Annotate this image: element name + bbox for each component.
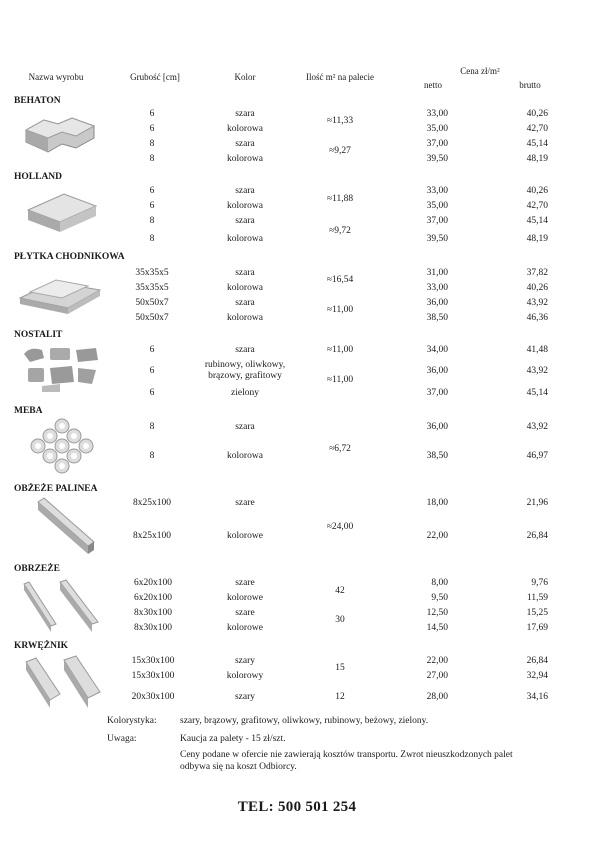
cell-netto: 28,00 (426, 692, 448, 702)
cell-brutto: 42,70 (526, 201, 548, 211)
colors-label: Kolorystyka: (107, 716, 157, 726)
cell-brutto: 15,25 (526, 608, 548, 618)
cell-brutto: 17,69 (526, 623, 548, 633)
cell-brutto: 45,14 (526, 216, 548, 226)
cell-netto: 31,00 (426, 268, 448, 278)
cell-netto: 38,50 (426, 451, 448, 461)
telephone-number: TEL: 500 501 254 (237, 799, 357, 815)
cell-brutto: 43,92 (526, 366, 548, 376)
cell-color: szare (235, 608, 255, 618)
cell-thickness: 6 (149, 124, 155, 134)
header-brutto: brutto (519, 80, 541, 90)
cell-qty: ≈6,72 (329, 444, 351, 454)
cell-brutto: 37,82 (526, 268, 548, 278)
header-name: Nazwa wyrobu (28, 72, 84, 82)
cell-netto: 22,00 (426, 531, 448, 541)
header-netto: netto (424, 80, 442, 90)
cell-thickness: 35x35x5 (135, 268, 169, 278)
cell-color: kolorowy (226, 671, 264, 681)
cell-thickness: 8 (149, 451, 155, 461)
cell-thickness: 6 (149, 388, 155, 398)
holland-paver-icon (22, 186, 102, 236)
cell-qty: 12 (335, 692, 345, 702)
cell-thickness: 6x20x100 (134, 593, 172, 603)
cell-netto: 33,00 (426, 283, 448, 293)
cell-qty: ≈11,00 (326, 305, 354, 315)
paving-slab-icon (16, 268, 104, 320)
cell-color: szara (235, 345, 255, 355)
cell-qty: ≈11,00 (326, 375, 354, 385)
cell-color: szara (235, 109, 255, 119)
cell-thickness: 6 (149, 345, 155, 355)
cell-color: kolorowe (227, 593, 263, 603)
cell-thickness: 8x30x100 (134, 623, 172, 633)
cell-qty: 42 (335, 586, 345, 596)
cell-color: kolorowa (227, 234, 263, 244)
cell-thickness: 20x30x100 (131, 692, 175, 702)
cell-brutto: 11,59 (526, 593, 548, 603)
cell-brutto: 26,84 (526, 656, 548, 666)
cell-brutto: 34,16 (526, 692, 548, 702)
product-name: OBŻEŻE PALINEA (14, 484, 98, 494)
cell-color: szary (234, 656, 256, 666)
cell-brutto: 48,19 (526, 234, 548, 244)
cell-brutto: 21,96 (526, 498, 548, 508)
note-deposit: Kaucja za palety - 15 zł/szt. (180, 734, 286, 744)
cell-qty: 30 (335, 615, 345, 625)
header-price: Cena zł/m² (460, 66, 500, 76)
note-label: Uwaga: (107, 734, 137, 744)
cell-netto: 27,00 (426, 671, 448, 681)
header-qty: Ilość m² na palecie (306, 72, 374, 82)
cell-qty: ≈11,00 (326, 345, 354, 355)
product-name: BEHATON (14, 96, 61, 106)
cell-netto: 35,00 (426, 124, 448, 134)
cell-brutto: 43,92 (526, 422, 548, 432)
product-name: OBRZEŻE (14, 564, 60, 574)
cell-qty: ≈11,88 (326, 194, 354, 204)
cell-color: szara (235, 216, 255, 226)
cell-color: szara (235, 422, 255, 432)
cell-netto: 34,00 (426, 345, 448, 355)
cell-brutto: 43,92 (526, 298, 548, 308)
cell-color: kolorowe (227, 531, 263, 541)
product-name: HOLLAND (14, 172, 63, 182)
colors-value: szary, brązowy, grafitowy, oliwkowy, rubinowy, beżowy, zielony. (180, 716, 429, 726)
cell-thickness: 8x25x100 (133, 498, 171, 508)
cell-thickness: 50x50x7 (135, 313, 169, 323)
cell-netto: 38,50 (426, 313, 448, 323)
cell-color: szare (235, 498, 255, 508)
cell-qty: 15 (335, 663, 345, 673)
cell-netto: 37,00 (426, 216, 448, 226)
cell-thickness: 35x35x5 (135, 283, 169, 293)
cell-netto: 9,50 (431, 593, 448, 603)
cell-brutto: 9,76 (531, 578, 548, 588)
header-color: Kolor (234, 72, 256, 82)
cell-thickness: 8 (149, 154, 155, 164)
cell-thickness: 8 (149, 422, 155, 432)
note-returns: odbywa się na koszt Odbiorcy. (180, 762, 297, 772)
cell-thickness: 6 (149, 366, 155, 376)
cell-brutto: 45,14 (526, 388, 548, 398)
cell-netto: 18,00 (426, 498, 448, 508)
cell-thickness: 8x25x100 (133, 531, 171, 541)
cell-netto: 12,50 (426, 608, 448, 618)
cell-thickness: 6 (149, 201, 155, 211)
cell-brutto: 40,26 (526, 109, 548, 119)
cell-thickness: 8 (149, 139, 155, 149)
cell-brutto: 26,84 (526, 531, 548, 541)
product-name: KRWĘŻNIK (14, 641, 69, 651)
cell-netto: 33,00 (426, 186, 448, 196)
cell-thickness: 15x30x100 (131, 671, 175, 681)
cell-brutto: 45,14 (526, 139, 548, 149)
cell-color: kolorowa (227, 313, 263, 323)
product-name: MEBA (14, 406, 43, 416)
cell-netto: 39,50 (426, 154, 448, 164)
cell-thickness: 6x20x100 (134, 578, 172, 588)
cell-netto: 8,00 (431, 578, 448, 588)
nostalit-cobbles-icon (20, 344, 104, 394)
cell-color: szara (235, 186, 255, 196)
product-name: NOSTALIT (14, 330, 63, 340)
cell-thickness: 50x50x7 (135, 298, 169, 308)
cell-netto: 36,00 (426, 298, 448, 308)
cell-brutto: 41,48 (526, 345, 548, 355)
cell-color: szare (235, 578, 255, 588)
cell-thickness: 8x30x100 (134, 608, 172, 618)
cell-color: kolorowa (227, 154, 263, 164)
cell-qty: ≈9,27 (329, 146, 351, 156)
cell-color: kolorowa (227, 451, 263, 461)
cell-thickness: 15x30x100 (131, 656, 175, 666)
product-name: PŁYTKA CHODNIKOWA (14, 252, 125, 262)
cell-color: szara (235, 268, 255, 278)
cell-brutto: 48,19 (526, 154, 548, 164)
cell-color: szara (235, 139, 255, 149)
meba-grass-paver-icon (24, 418, 100, 474)
palinea-curb-icon (34, 496, 98, 558)
cell-thickness: 6 (149, 186, 155, 196)
cell-netto: 39,50 (426, 234, 448, 244)
cell-brutto: 46,97 (526, 451, 548, 461)
cell-color: szary (234, 692, 256, 702)
cell-netto: 37,00 (426, 388, 448, 398)
cell-netto: 36,00 (426, 366, 448, 376)
cell-qty: ≈24,00 (326, 522, 354, 532)
cell-netto: 35,00 (426, 201, 448, 211)
cell-thickness: 8 (149, 234, 155, 244)
note-transport: Ceny podane w ofercie nie zawierają kosztów transportu. Zwrot nieuszkodzonych palet (180, 750, 513, 760)
cell-netto: 22,00 (426, 656, 448, 666)
cell-netto: 37,00 (426, 139, 448, 149)
cell-netto: 36,00 (426, 422, 448, 432)
header-thickness: Grubość [cm] (130, 72, 180, 82)
cell-brutto: 40,26 (526, 186, 548, 196)
cell-qty: ≈9,72 (329, 226, 351, 236)
cell-color: kolorowa (227, 201, 263, 211)
cell-netto: 14,50 (426, 623, 448, 633)
cell-thickness: 8 (149, 216, 155, 226)
cell-color: rubinowy, oliwkowy, (204, 360, 286, 370)
behaton-paver-icon (18, 108, 102, 158)
cell-color: kolorowe (227, 623, 263, 633)
cell-thickness: 6 (149, 109, 155, 119)
cell-netto: 33,00 (426, 109, 448, 119)
cell-brutto: 42,70 (526, 124, 548, 134)
cell-brutto: 32,94 (526, 671, 548, 681)
cell-brutto: 40,26 (526, 283, 548, 293)
cell-color: szara (235, 298, 255, 308)
cell-brutto: 46,36 (526, 313, 548, 323)
cell-color: kolorowa (227, 124, 263, 134)
cell-color: brązowy, grafitowy (208, 371, 282, 381)
cell-color: zielony (231, 388, 259, 398)
cell-color: kolorowa (227, 283, 263, 293)
curb-stone-icon (20, 654, 104, 712)
cell-qty: ≈16,54 (326, 275, 354, 285)
edging-curb-icon (20, 578, 104, 636)
cell-qty: ≈11,33 (326, 116, 354, 126)
